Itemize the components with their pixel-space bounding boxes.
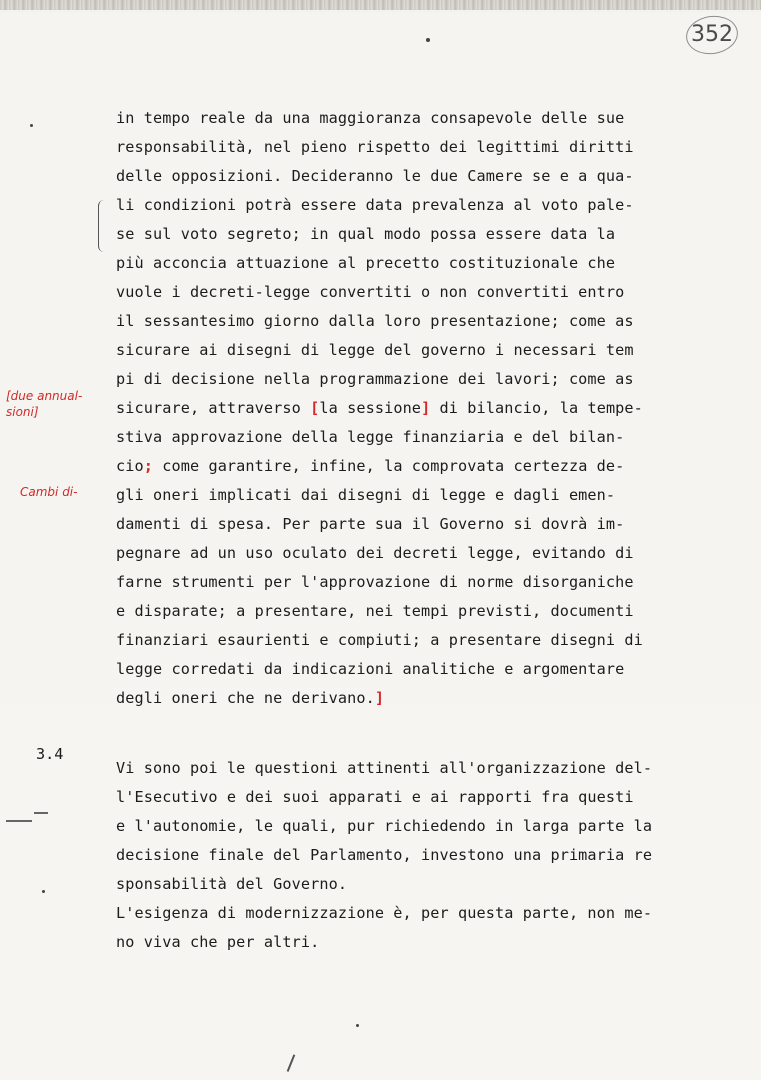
text-line: delle opposizioni. Decideranno le due Camere se e a qua- [116, 167, 634, 185]
ink-speck [356, 1024, 359, 1027]
text-line: responsabilità, nel pieno rispetto dei legittimi diritti [116, 138, 634, 156]
text-line: no viva che per altri. [116, 933, 320, 951]
text-line-cio [116, 452, 696, 481]
text-line-sessione [116, 394, 696, 423]
text-segment: di bilancio, la tempe- [430, 399, 643, 417]
text-line: pi di decisione nella programmazione dei lavori; come as [116, 370, 634, 388]
text-line: sponsabilità del Governo. [116, 875, 348, 893]
text-line: e l'autonomie, le quali, pur richiedendo in larga parte la [116, 817, 653, 835]
margin-pencil-bracket [98, 200, 105, 252]
text-line-oneri [116, 684, 696, 713]
margin-pencil-dash [34, 812, 48, 814]
text-line: finanziari esaurienti e compiuti; a presentare disegni di [116, 631, 643, 649]
text-line: in tempo reale da una maggioranza consapevole delle sue [116, 109, 625, 127]
text-segment: cio [116, 457, 144, 475]
pencil-stroke [287, 1054, 295, 1071]
text-line: farne strumenti per l'approvazione di norme disorganiche [116, 573, 634, 591]
margin-annotation-1 [6, 388, 108, 420]
text-segment: sicurare, attraverso [116, 399, 311, 417]
text-line: li condizioni potrà essere data prevalenza al voto pale- [116, 196, 634, 214]
ink-speck [30, 124, 33, 127]
red-close-bracket: ] [374, 689, 385, 707]
paragraph-gap [116, 713, 696, 754]
text-segment: degli oneri che ne derivano. [116, 689, 375, 707]
text-line: L'esigenza di modernizzazione è, per questa parte, non me- [116, 904, 653, 922]
text-segment: come garantire, infine, la comprovata certezza de- [152, 457, 625, 475]
red-correction-mark: ; [143, 457, 153, 475]
text-line: il sessantesimo giorno dalla loro presentazione; come as [116, 312, 634, 330]
ink-speck [42, 890, 45, 893]
text-line: stiva approvazione della legge finanziaria e del bilan- [116, 428, 625, 446]
ink-speck [426, 38, 430, 42]
scan-edge [0, 0, 761, 10]
page-number: 352 [691, 22, 733, 47]
text-line: Vi sono poi le questioni attinenti all'organizzazione del- [116, 759, 653, 777]
text-line: sicurare ai disegni di legge del governo i necessari tem [116, 341, 634, 359]
section-number: 3.4 [36, 745, 64, 763]
red-close-bracket: ] [421, 399, 431, 417]
text-line: decisione finale del Parlamento, investono una primaria re [116, 846, 653, 864]
text-line: gli oneri implicati dai disegni di legge e dagli emen- [116, 486, 616, 504]
text-line: se sul voto segreto; in qual modo possa essere data la [116, 225, 616, 243]
red-open-bracket: [ [310, 399, 320, 417]
text-line: l'Esecutivo e dei suoi apparati e ai rapporti fra questi [116, 788, 634, 806]
text-line: vuole i decreti-legge convertiti o non convertiti entro [116, 283, 625, 301]
margin-annotation-2 [20, 484, 77, 500]
text-line: e disparate; a presentare, nei tempi previsti, documenti [116, 602, 634, 620]
margin-pencil-dash [6, 820, 32, 822]
text-line: pegnare ad un uso oculato dei decreti legge, evitando di [116, 544, 634, 562]
body-text [116, 104, 696, 957]
text-line: damenti di spesa. Per parte sua il Governo si dovrà im- [116, 515, 625, 533]
margin-annotation-1-text: [due annual- sioni] [6, 389, 83, 419]
text-line: legge corredati da indicazioni analitiche e argomentare [116, 660, 625, 678]
margin-annotation-2-text: Cambi di- [20, 485, 78, 499]
text-line: più acconcia attuazione al precetto costituzionale che [116, 254, 616, 272]
bracketed-phrase: la sessione [319, 399, 422, 417]
